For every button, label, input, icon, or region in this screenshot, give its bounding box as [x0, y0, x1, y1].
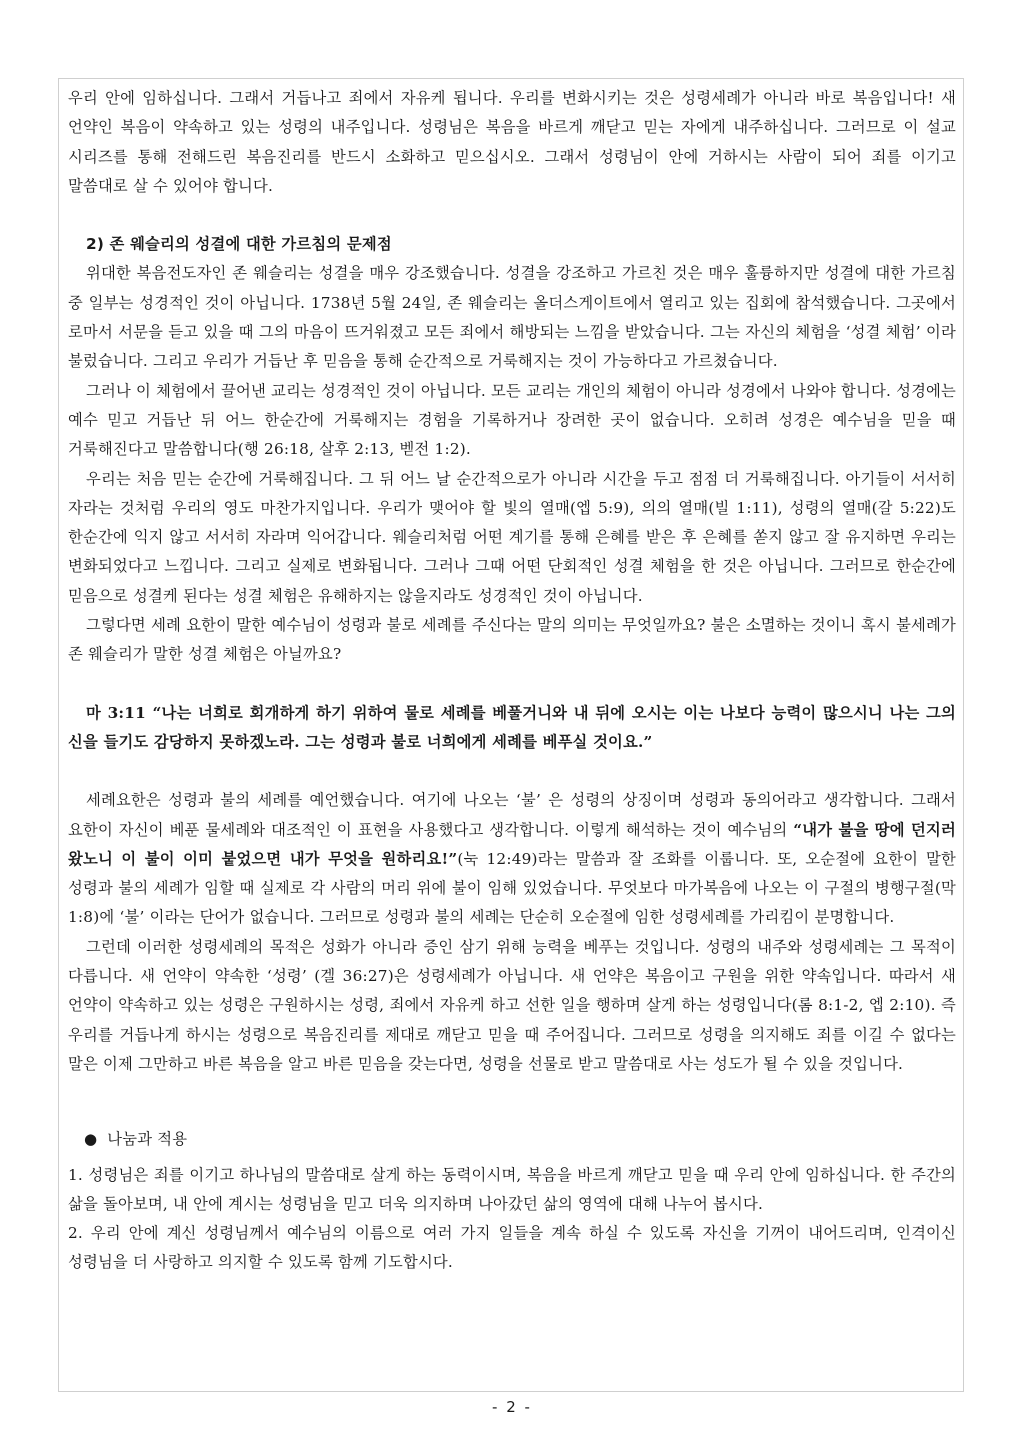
sharing-item: 1. 성령님은 죄를 이기고 하나님의 말씀대로 살게 하는 동력이시며, 복음을 바르게 깨닫고 믿을 때 우리 안에 임하십니다. 한 주간의 삶을 돌아보며, 내 안에 계시는 성령님을 믿고 더욱 의지하며 나아갔던 삶의 영역에 대해 나누어 봅시다. — [68, 1165, 956, 1213]
section-heading: 2) 존 웨슬리의 성결에 대한 가르침의 문제점 — [86, 235, 392, 254]
fire-text-after: (눅 12:49)라는 말씀과 잘 조화를 이룹니다. 또, 오순절에 요한이 말한 성령과 불의 세례가 임할 때 실제로 각 사람의 머리 위에 불이 임해 있었습니다. 무엇보다 마가복음에 나오는 이 구절의 병행구절(막 1:8)에 ‘불’ 이라는 단어가 없습니다. 그러므로 성령과 불의 세례는 단순히 오순절에 임한 성령세례를 가리킴이 분명합니다. — [68, 849, 956, 927]
sharing-item: 2. 우리 안에 계신 성령님께서 예수님의 이름으로 여러 가지 일들을 계속 하실 수 있도록 자신을 기꺼이 내어드리며, 인격이신 성령님을 더 사랑하고 의지할 수 있도록 함께 기도합시다. — [68, 1224, 956, 1272]
purpose-paragraph: 그런데 이러한 성령세례의 목적은 성화가 아니라 증인 삼기 위해 능력을 베푸는 것입니다. 성령의 내주와 성령세례는 그 목적이 다릅니다. 새 언약이 약속한 ‘성령’ (겔 36:27)은 성령세례가 아닙니다. 새 언약은 복음이고 구원을 위한 약속입니다. 따라서 새 언약이 약속하고 있는 성령은 구원하시는 성령, 죄에서 자유케 하고 선한 일을 행하며 살게 하는 성령입니다(롬 8:1-2, 엡 2:10). 즉 우리를 거듭나게 하시는 성령으로 복음진리를 제대로 깨닫고 믿을 때 주어집니다. 그러므로 성령을 의지해도 죄를 이길 수 없다는 말은 이제 그만하고 바른 복음을 알고 바른 믿음을 갖는다면, 성령을 선물로 받고 말씀대로 사는 성도가 될 수 있을 것입니다. — [68, 937, 956, 1073]
body-paragraph: 그렇다면 세례 요한이 말한 예수님이 성령과 불로 세례를 주신다는 말의 의미는 무엇일까요? 불은 소멸하는 것이니 혹시 불세례가 존 웨슬리가 말한 성결 체험은 아닐까요? — [68, 616, 956, 664]
page-number: - 2 - — [492, 1398, 532, 1416]
body-paragraph: 우리는 처음 믿는 순간에 거룩해집니다. 그 뒤 어느 날 순간적으로가 아니라 시간을 두고 점점 더 거룩해집니다. 아기들이 서서히 자라는 것처럼 우리의 영도 마찬가지입니다. 우리가 맺어야 할 빛의 열매(엡 5:9), 의의 열매(빌 1:11), 성령의 열매(갈 5:22)도 한순간에 익지 않고 서서히 자라며 익어갑니다. 웨슬리처럼 어떤 계기를 통해 은혜를 받은 후 은혜를 쏟지 않고 잘 유지하면 우리는 변화되었다고 느낍니다. 그리고 실제로 변화됩니다. 그러나 그때 어떤 단회적인 성결 체험을 한 것은 아닙니다. 그러므로 한순간에 믿음으로 성결케 된다는 성결 체험은 유해하지는 않을지라도 성경적인 것이 아닙니다. — [68, 469, 956, 605]
body-paragraph: 그러나 이 체험에서 끌어낸 교리는 성경적인 것이 아닙니다. 모든 교리는 개인의 체험이 아니라 성경에서 나와야 합니다. 성경에는 예수 믿고 거듭난 뒤 어느 한순간에 거룩해지는 경험을 기록하거나 장려한 곳이 없습니다. 오히려 성경은 예수님을 믿을 때 거룩해진다고 말씀합니다(행 26:18, 살후 2:13, 벧전 1:2). — [68, 381, 956, 459]
luke-quote: “내가 불을 땅에 던지러 왔노니 이 불이 이미 붙었으면 내가 무엇을 원하리요!” — [68, 820, 956, 868]
fire-paragraph — [68, 786, 956, 932]
sharing-heading — [68, 1125, 956, 1154]
scripture-quote: 마 3:11 “나는 너희로 회개하게 하기 위하여 물로 세례를 베풀거니와 내 뒤에 오시는 이는 나보다 능력이 많으시니 나는 그의 신을 들기도 감당하지 못하겠노라. 그는 성령과 불로 너희에게 세례를 베푸실 것이요.” — [68, 703, 956, 751]
document-body — [68, 84, 956, 1278]
intro-paragraph: 우리 안에 임하십니다. 그래서 거듭나고 죄에서 자유케 됩니다. 우리를 변화시키는 것은 성령세례가 아니라 바로 복음입니다! 새 언약인 복음이 약속하고 있는 성령의 내주입니다. 성령님은 복음을 바르게 깨닫고 믿는 자에게 내주하십니다. 그러므로 이 설교 시리즈를 통해 전해드린 복음진리를 반드시 소화하고 믿으십시오. 그래서 성령님이 안에 거하시는 사람이 되어 죄를 이기고 말씀대로 살 수 있어야 합니다. — [68, 89, 956, 195]
sharing-heading-label: 나눔과 적용 — [107, 1130, 188, 1149]
bullet-icon: ● — [84, 1130, 98, 1149]
body-paragraph: 위대한 복음전도자인 존 웨슬리는 성결을 매우 강조했습니다. 성결을 강조하고 가르친 것은 매우 훌륭하지만 성결에 대한 가르침 중 일부는 성경적인 것이 아닙니다. 1738년 5월 24일, 존 웨슬리는 올더스게이트에서 열리고 있는 집회에 참석했습니다. 그곳에서 로마서 서문을 듣고 있을 때 그의 마음이 뜨거워졌고 모든 죄에서 해방되는 느낌을 받았습니다. 그는 자신의 체험을 ‘성결 체험’ 이라 불렀습니다. 그리고 우리가 거듭난 후 믿음을 통해 순간적으로 거룩해지는 것이 가능하다고 가르쳤습니다. — [68, 264, 956, 371]
fire-text-before: 세례요한은 성령과 불의 세례를 예언했습니다. 여기에 나오는 ‘불’ 은 성령의 상징이며 성령과 동의어라고 생각합니다. 그래서 요한이 자신이 베푼 물세례와 대조적인 이 표현을 사용했다고 생각합니다. 이렇게 해석하는 것이 예수님의 — [68, 791, 956, 839]
